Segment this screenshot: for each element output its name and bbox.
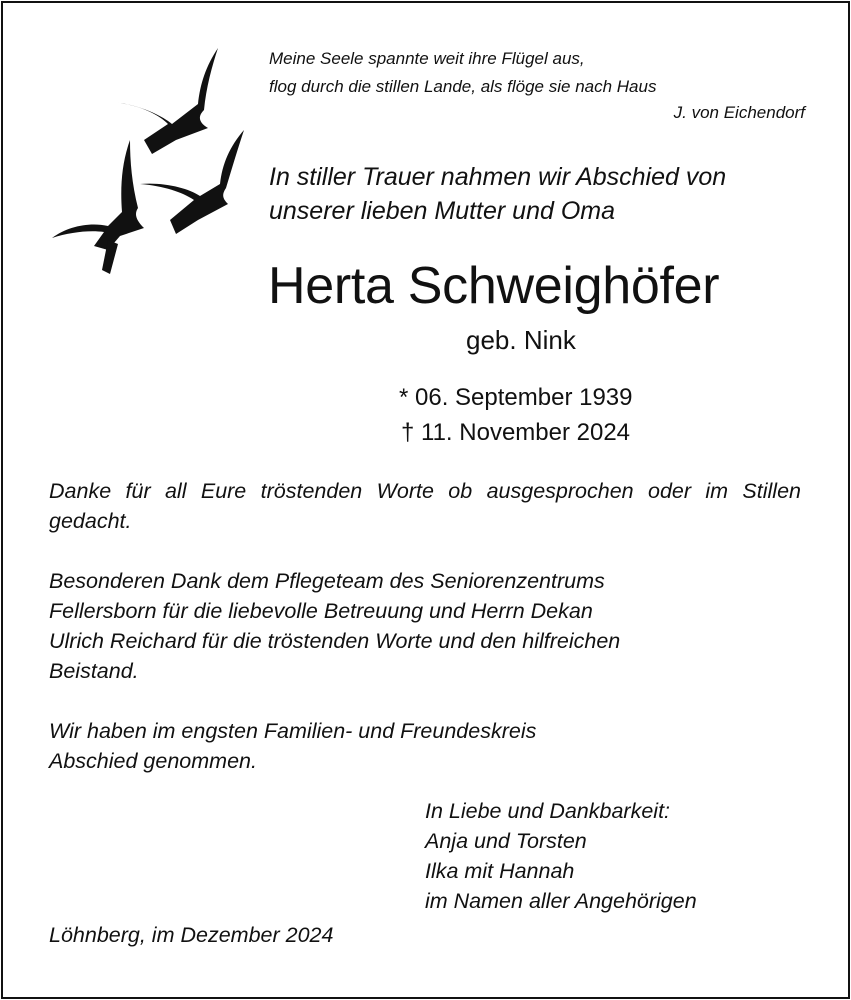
signature-line: In Liebe und Dankbarkeit:	[425, 799, 671, 823]
thanks-paragraph-2-line: Besonderen Dank dem Pflegeteam des Seniorenzentrums	[49, 569, 605, 593]
intro-line-2: unserer lieben Mutter und Oma	[269, 197, 616, 225]
flying-birds-icon	[48, 44, 248, 284]
thanks-paragraph-2-line: Fellersborn für die liebevolle Betreuung und Herrn Dekan	[49, 599, 593, 623]
poem-line-1: Meine Seele spannte weit ihre Flügel aus,	[269, 49, 585, 68]
death-date: † 11. November 2024	[401, 419, 631, 446]
birth-date: * 06. September 1939	[399, 384, 633, 411]
signature-line: Ilka mit Hannah	[425, 859, 575, 883]
thanks-paragraph-3-line: Wir haben im engsten Familien- und Freundeskreis	[49, 719, 537, 743]
place-and-date: Löhnberg, im Dezember 2024	[49, 923, 334, 947]
deceased-name: Herta Schweighöfer	[268, 257, 720, 315]
poem-line-2: flog durch die stillen Lande, als flöge sie nach Haus	[269, 77, 657, 96]
intro-line-1: In stiller Trauer nahmen wir Abschied von	[269, 163, 727, 191]
signature-line: Anja und Torsten	[425, 829, 587, 853]
thanks-paragraph-2-line: Beistand.	[49, 659, 139, 683]
maiden-name: geb. Nink	[466, 325, 576, 355]
thanks-paragraph-1: Danke für all Eure tröstenden Worte ob ausgesprochen oder im Stillen gedacht.	[49, 479, 801, 533]
thanks-paragraph-3-line: Abschied genommen.	[49, 749, 257, 773]
poem-author: J. von Eichendorf	[673, 103, 805, 122]
signature-line: im Namen aller Angehörigen	[425, 889, 697, 913]
thanks-paragraph-2-line: Ulrich Reichard für die tröstenden Worte und den hilfreichen	[49, 629, 621, 653]
